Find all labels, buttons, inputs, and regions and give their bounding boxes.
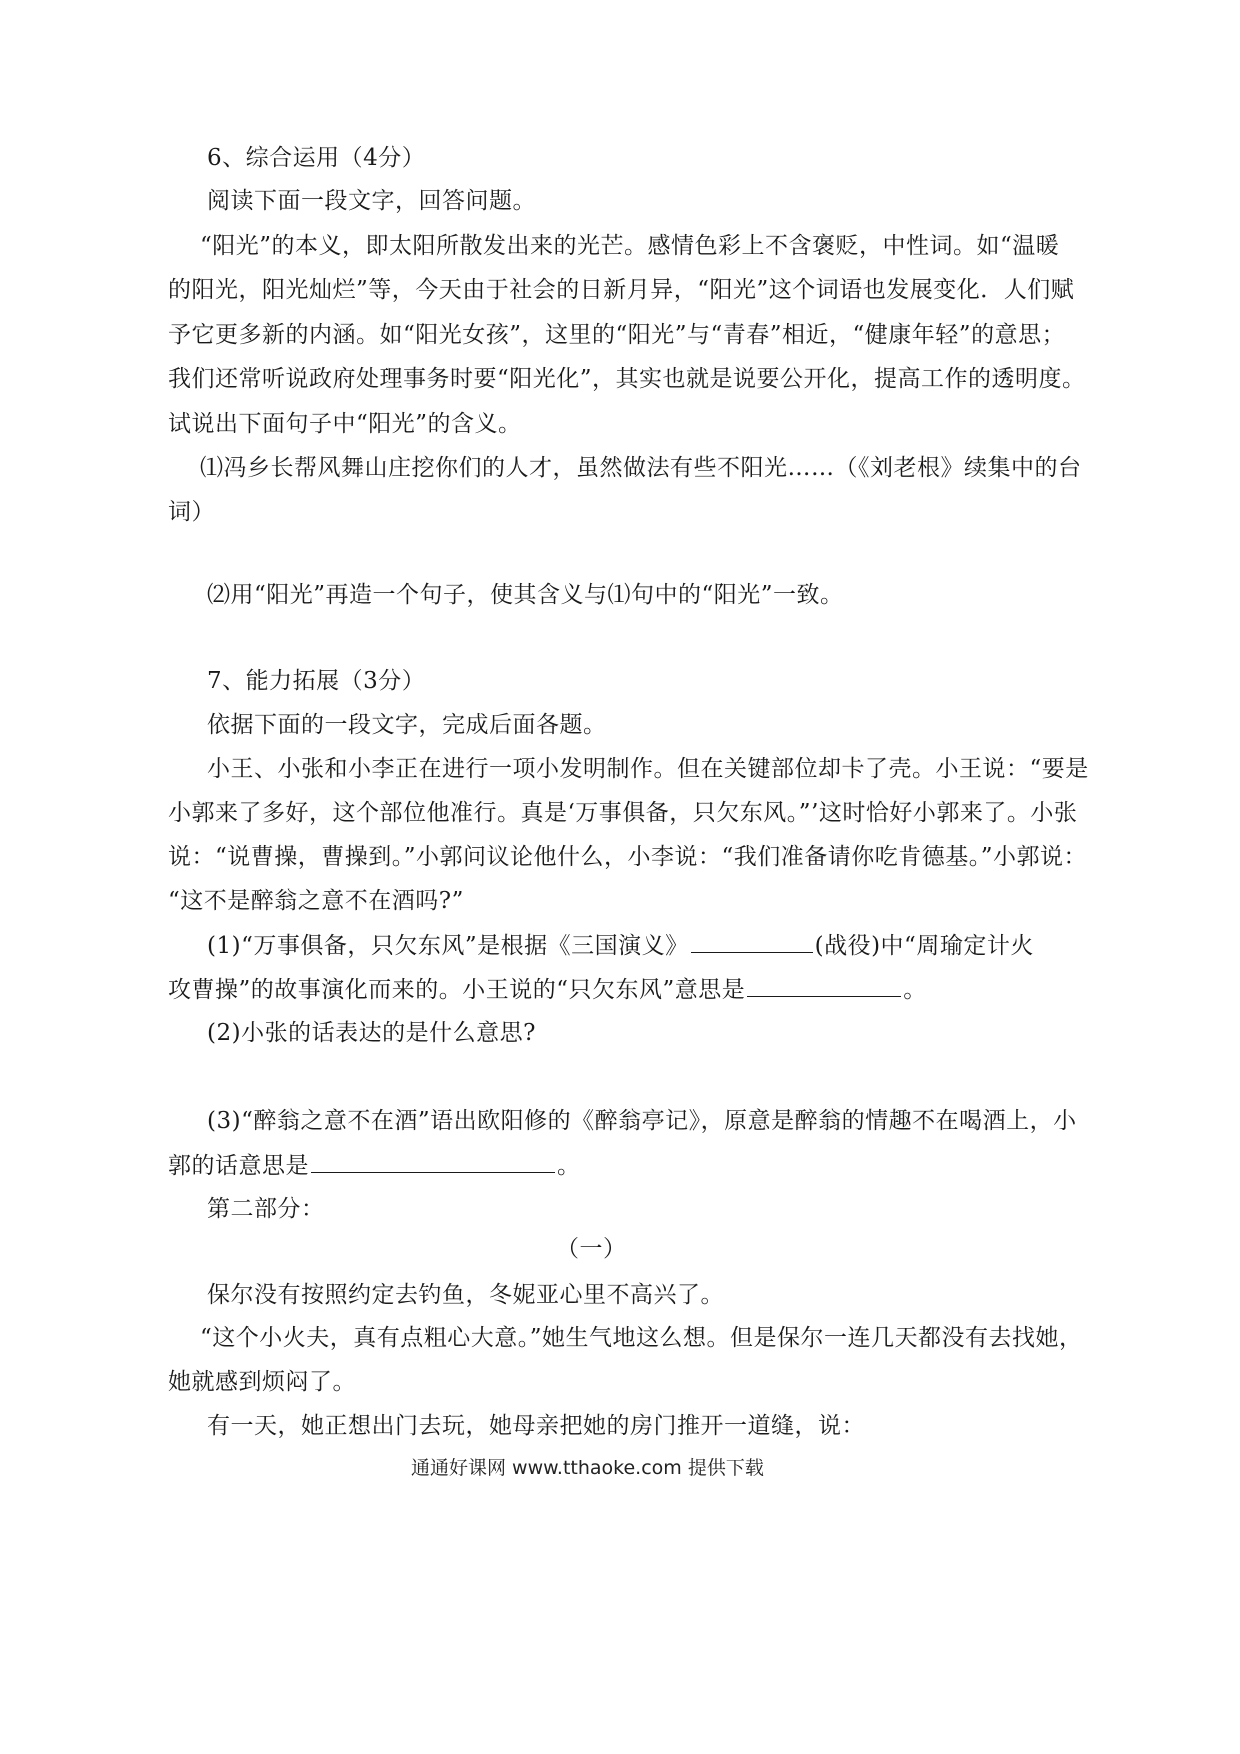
q7-paragraph-line: 小王、小张和小李正在进行一项小发明制作。但在关键部位却卡了壳。小王说：“要是: [207, 756, 1089, 782]
q6-instruction: 阅读下面一段文字，回答问题。: [207, 188, 536, 214]
q6-paragraph-line: 我们还常听说政府处理事务时要“阳光化”，其实也就是说要公开化，提高工作的透明度。: [168, 366, 1086, 392]
q7-paragraph-line: 说：“说曹操，曹操到。”小郭问议论他什么，小李说：“我们准备请你吃肯德基。”小郭说：: [168, 844, 1088, 870]
story-line: 她就感到烦闷了。: [168, 1369, 356, 1395]
q6-title: 6、综合运用（4分）: [207, 145, 426, 171]
q7-paragraph-line: “这不是醉翁之意不在酒吗?”: [168, 888, 464, 914]
q6-sub2: ⑵用“阳光”再造一个句子，使其含义与⑴句中的“阳光”一致。: [207, 582, 844, 608]
q7-sub1-line: [168, 974, 927, 1005]
part2-title: 第二部分：: [207, 1196, 325, 1222]
q6-paragraph-line: 试说出下面句子中“阳光”的含义。: [168, 411, 522, 437]
story-line: 保尔没有按照约定去钓鱼，冬妮亚心里不高兴了。: [207, 1282, 724, 1308]
q6-paragraph-line: 的阳光，阳光灿烂”等，今天由于社会的日新月异，“阳光”这个词语也发展变化．人们赋: [168, 277, 1075, 303]
q7-sub1-text: (1)“万事俱备，只欠东风”是根据《三国演义》: [207, 933, 689, 959]
q7-sub1-line: [207, 930, 1034, 961]
q7-title: 7、能力拓展（3分）: [207, 668, 426, 694]
section-heading: （一）: [556, 1236, 627, 1262]
q6-paragraph-line: 予它更多新的内涵。如“阳光女孩”，这里的“阳光”与“青春”相近，“健康年轻”的意思；: [168, 322, 1066, 348]
q7-sub1-text: (战役)中“周瑜定计火: [814, 933, 1034, 959]
q7-instruction: 依据下面的一段文字，完成后面各题。: [207, 712, 607, 738]
q7-sub3-line: [168, 1150, 581, 1181]
q7-sub2: (2)小张的话表达的是什么意思?: [207, 1020, 536, 1046]
q7-sub1-text: 攻曹操”的故事演化而来的。小王说的“只欠东风”意思是: [168, 977, 746, 1003]
q6-sub1-line: ⑴冯乡长帮风舞山庄挖你们的人才，虽然做法有些不阳光……（《刘老根》续集中的台: [200, 455, 1082, 481]
q7-sub3-text: 郭的话意思是: [168, 1153, 309, 1179]
q7-sub3-text: 。: [557, 1153, 581, 1179]
q6-paragraph-line: “阳光”的本义，即太阳所散发出来的光芒。感情色彩上不含褒贬，中性词。如“温暖: [200, 233, 1060, 259]
q7-paragraph-line: 小郭来了多好，这个部位他准行。真是‘万事俱备，只欠东风。”’这时恰好小郭来了。小张: [168, 800, 1078, 826]
q7-sub3-line: (3)“醉翁之意不在酒”语出欧阳修的《醉翁亭记》，原意是醉翁的情趣不在喝酒上，小: [207, 1108, 1077, 1134]
story-line: 有一天，她正想出门去玩，她母亲把她的房门推开一道缝，说：: [207, 1413, 865, 1439]
footer-credit: 通通好课网 www.tthaoke.com 提供下载: [411, 1457, 764, 1479]
story-line: “这个小火夫，真有点粗心大意。”她生气地这么想。但是保尔一连几天都没有去找她，: [200, 1325, 1083, 1351]
answer-blank[interactable]: [691, 930, 813, 953]
q6-sub1-line: 词）: [168, 499, 215, 525]
answer-blank[interactable]: [747, 974, 901, 997]
q7-sub1-text: 。: [903, 977, 927, 1003]
answer-blank[interactable]: [311, 1150, 555, 1173]
